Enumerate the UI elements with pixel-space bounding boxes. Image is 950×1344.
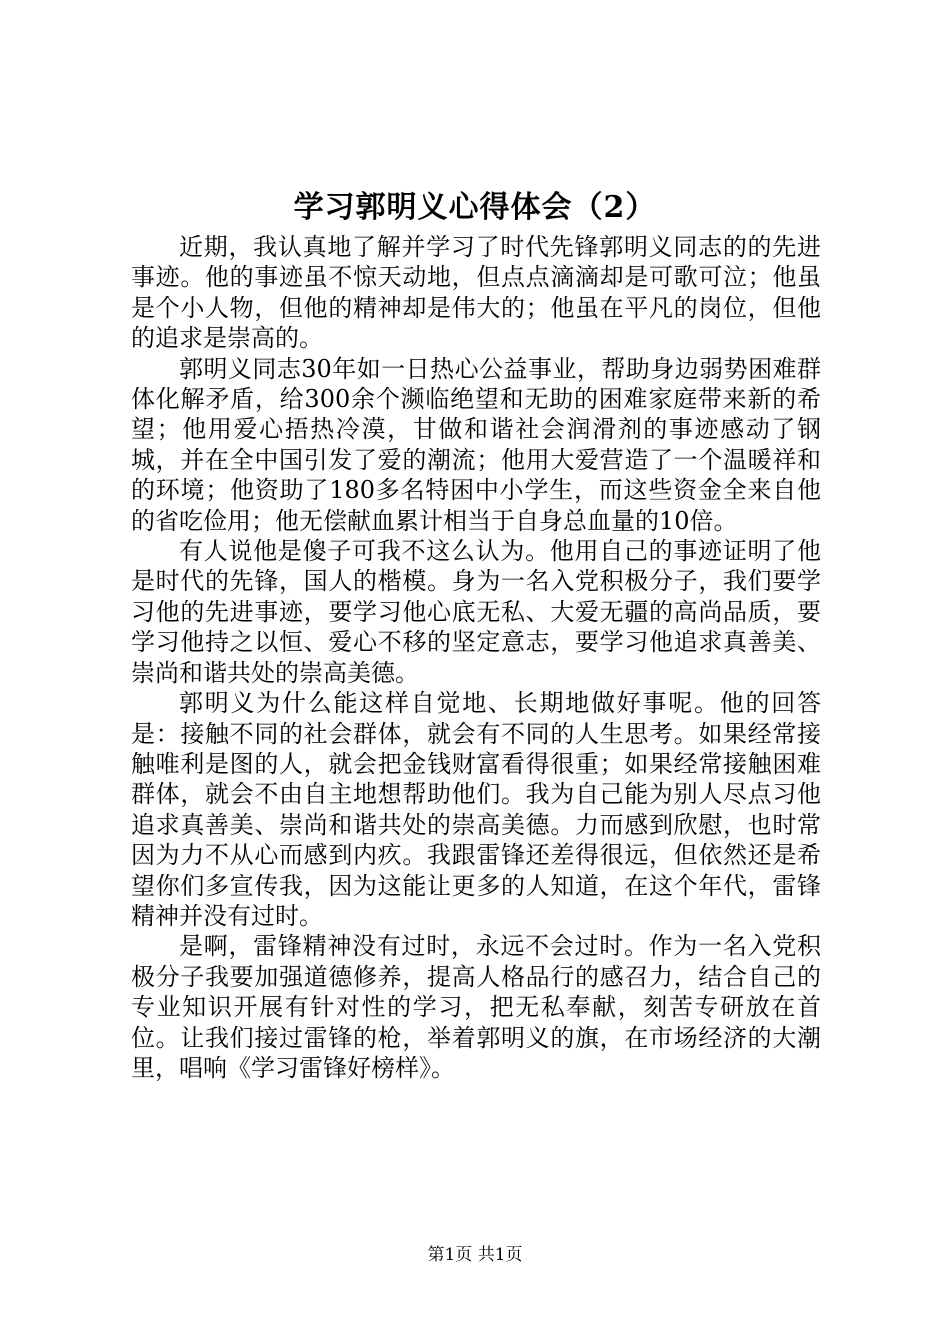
document-title: 学习郭明义心得体会（2） bbox=[293, 190, 657, 225]
document-body bbox=[131, 232, 821, 1083]
paragraph-2: 郭明义同志30年如一日热心公益事业，帮助身边弱势困难群体化解矛盾，给300余个濒临绝望和无助的困难家庭带来新的希望；他用爱心捂热冷漠，甘做和谐社会润滑剂的事迹感动了钢城，并在全中国引发了爱的潮流；他用大爱营造了一个温暖祥和的环境；他资助了180多名特困中小学生，而这些资金全来自他的省吃俭用；他无偿献血累计相当于自身总血量的10倍。 bbox=[131, 354, 821, 535]
page-number-footer: 第1页 共1页 bbox=[427, 1245, 523, 1265]
paragraph-1: 近期，我认真地了解并学习了时代先锋郭明义同志的的先进事迹。他的事迹虽不惊天动地，但点点滴滴却是可歌可泣；他虽是个小人物，但他的精神却是伟大的；他虽在平凡的岗位，但他的追求是崇高的。 bbox=[131, 233, 821, 353]
paragraph-4: 郭明义为什么能这样自觉地、长期地做好事呢。他的回答是：接触不同的社会群体，就会有不同的人生思考。如果经常接触唯利是图的人，就会把金钱财富看得很重；如果经常接触困难群体，就会不由自主地想帮助他们。我为自己能为别人尽点习他追求真善美、崇尚和谐共处的崇高美德。力而感到欣慰，也时常因为力不从心而感到内疚。我跟雷锋还差得很远，但依然还是希望你们多宣传我，因为这能让更多的人知道，在这个年代，雷锋精神并没有过时。 bbox=[131, 689, 821, 930]
paragraph-3: 有人说他是傻子可我不这么认为。他用自己的事迹证明了他是时代的先锋，国人的楷模。身为一名入党积极分子，我们要学习他的先进事迹，要学习他心底无私、大爱无疆的高尚品质，要学习他持之以恒、爱心不移的坚定意志，要学习他追求真善美、崇尚和谐共处的崇高美德。 bbox=[131, 537, 821, 687]
paragraph-5: 是啊，雷锋精神没有过时，永远不会过时。作为一名入党积极分子我要加强道德修养，提高人格品行的感召力，结合自己的专业知识开展有针对性的学习，把无私奉献，刻苦专研放在首位。让我们接过雷锋的枪，举着郭明义的旗，在市场经济的大潮里，唱响《学习雷锋好榜样》。 bbox=[131, 932, 821, 1082]
